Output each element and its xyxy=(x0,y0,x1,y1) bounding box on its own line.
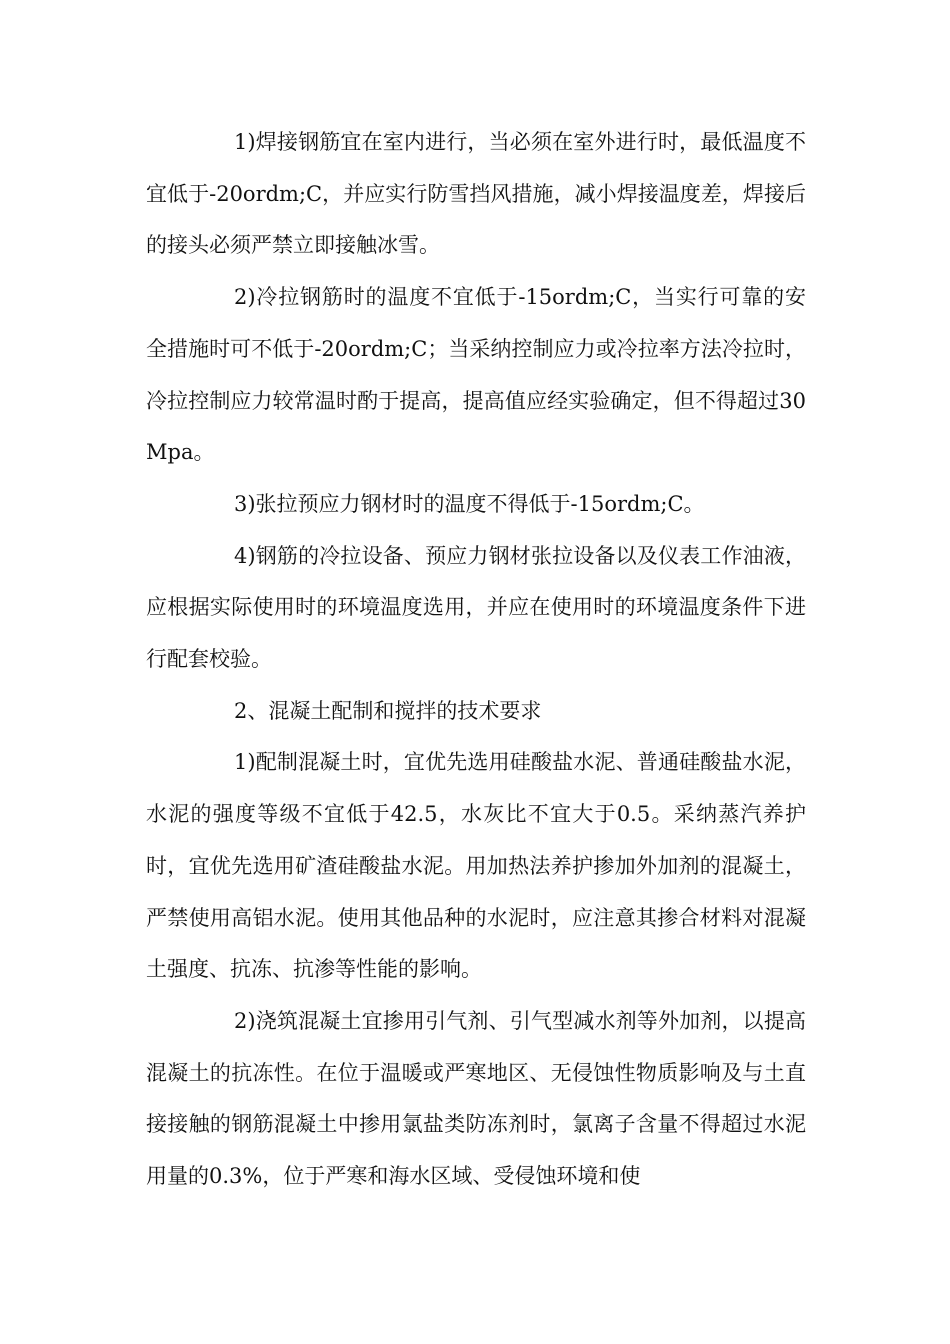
paragraph-concrete-mixing: 1)配制混凝土时，宜优先选用硅酸盐水泥、普通硅酸盐水泥，水泥的强度等级不宜低于42.5，水灰比不宜大于0.5。采纳蒸汽养护时，宜优先选用矿渣硅酸盐水泥。用加热法养护掺加外加剂的混凝土，严禁使用高铝水泥。使用其他品种的水泥时，应注意其掺合材料对混凝土强度、抗冻、抗渗等性能的影响。 xyxy=(146,750,806,982)
paragraph-cold-drawing-temperature: 2)冷拉钢筋时的温度不宜低于-15ordm;C，当实行可靠的安全措施时可不低于-20ordm;C；当采纳控制应力或冷拉率方法冷拉时，冷拉控制应力较常温时酌于提高，提高值应经实验确定，但不得超过30Mpa。 xyxy=(146,285,806,465)
document-body xyxy=(146,117,806,1203)
paragraph-welding-temperature: 1)焊接钢筋宜在室内进行，当必须在室外进行时，最低温度不宜低于-20ordm;C，并应实行防雪挡风措施，减小焊接温度差，焊接后的接头必须严禁立即接触冰雪。 xyxy=(146,130,806,258)
section-heading-concrete: 2、混凝土配制和搅拌的技术要求 xyxy=(234,698,542,723)
paragraph-admixtures: 2)浇筑混凝土宜掺用引气剂、引气型减水剂等外加剂，以提高混凝土的抗冻性。在位于温暖或严寒地区、无侵蚀性物质影响及与土直接接触的钢筋混凝土中掺用氯盐类防冻剂时，氯离子含量不得超过水泥用量的0.3%，位于严寒和海水区域、受侵蚀环境和使 xyxy=(146,1008,806,1189)
paragraph-prestress-tensioning: 3)张拉预应力钢材时的温度不得低于-15ordm;C。 xyxy=(234,491,705,516)
paragraph-equipment-calibration: 4)钢筋的冷拉设备、预应力钢材张拉设备以及仪表工作油液，应根据实际使用时的环境温度选用，并应在使用时的环境温度条件下进行配套校验。 xyxy=(146,543,806,672)
